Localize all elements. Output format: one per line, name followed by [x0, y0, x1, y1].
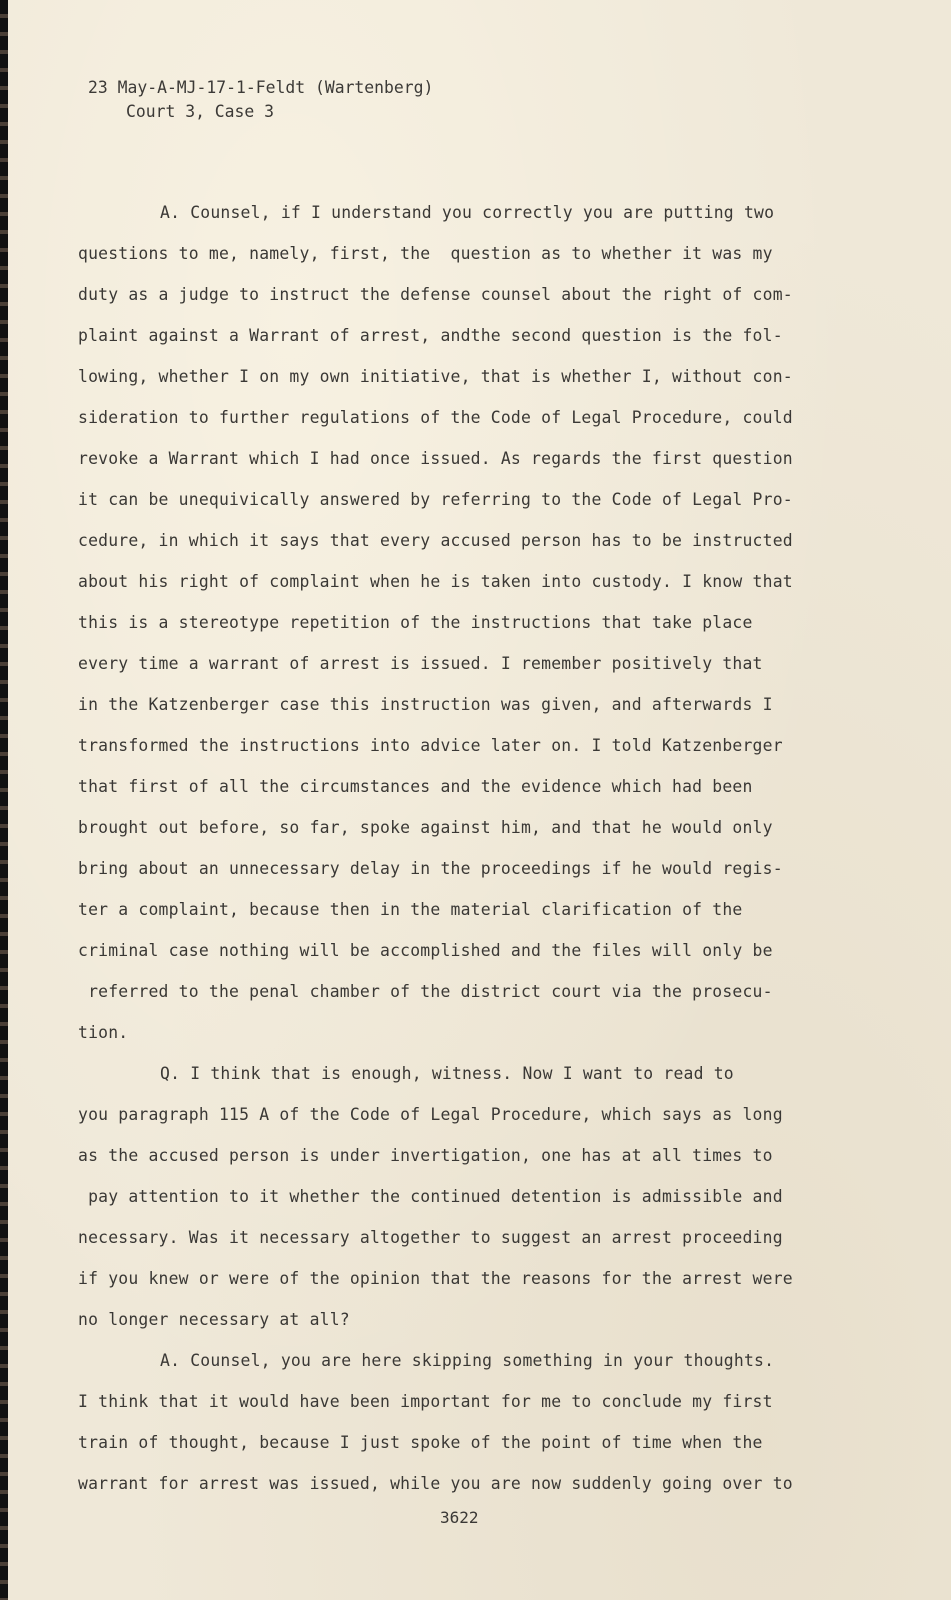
- transcript-line: bring about an unnecessary delay in the proceedings if he would regis-: [78, 859, 783, 878]
- transcript-line: duty as a judge to instruct the defense counsel about the right of com-: [78, 285, 793, 304]
- transcript-line: that first of all the circumstances and the evidence which had been: [78, 777, 753, 796]
- header-court-case: Court 3, Case 3: [126, 102, 275, 121]
- transcript-line: no longer necessary at all?: [78, 1310, 350, 1329]
- transcript-line: brought out before, so far, spoke against him, and that he would only: [78, 818, 773, 837]
- transcript-line: warrant for arrest was issued, while you are now suddenly going over to: [78, 1474, 793, 1493]
- transcript-line: transformed the instructions into advice later on. I told Katzenberger: [78, 736, 783, 755]
- transcript-line: sideration to further regulations of the Code of Legal Procedure, could: [78, 408, 793, 427]
- transcript-line: A. Counsel, if I understand you correctly you are putting two: [160, 203, 775, 222]
- transcript-line: pay attention to it whether the continued detention is admissible and: [78, 1187, 783, 1206]
- document-header: [88, 76, 433, 124]
- transcript-line: necessary. Was it necessary altogether to suggest an arrest proceeding: [78, 1228, 783, 1247]
- transcript-line: referred to the penal chamber of the district court via the prosecu-: [78, 982, 773, 1001]
- binding-edge: [0, 0, 8, 1600]
- transcript-line: you paragraph 115 A of the Code of Legal Procedure, which says as long: [78, 1105, 783, 1124]
- transcript-body: [78, 192, 838, 1504]
- transcript-line: ter a complaint, because then in the material clarification of the: [78, 900, 743, 919]
- transcript-line: in the Katzenberger case this instruction was given, and afterwards I: [78, 695, 773, 714]
- transcript-line: I think that it would have been important for me to conclude my first: [78, 1392, 773, 1411]
- transcript-line: it can be unequivically answered by referring to the Code of Legal Pro-: [78, 490, 793, 509]
- transcript-line: every time a warrant of arrest is issued. I remember positively that: [78, 654, 763, 673]
- transcript-line: about his right of complaint when he is taken into custody. I know that: [78, 572, 793, 591]
- document-page: [8, 0, 951, 1600]
- header-case-reference: 23 May-A-MJ-17-1-Feldt (Wartenberg): [88, 78, 434, 97]
- transcript-line: if you knew or were of the opinion that the reasons for the arrest were: [78, 1269, 793, 1288]
- transcript-line: A. Counsel, you are here skipping something in your thoughts.: [160, 1351, 775, 1370]
- transcript-line: Q. I think that is enough, witness. Now I want to read to: [160, 1064, 734, 1083]
- page-number: 3622: [440, 1508, 479, 1527]
- transcript-line: train of thought, because I just spoke of the point of time when the: [78, 1433, 763, 1452]
- transcript-line: lowing, whether I on my own initiative, that is whether I, without con-: [78, 367, 793, 386]
- transcript-line: tion.: [78, 1023, 129, 1042]
- transcript-line: cedure, in which it says that every accused person has to be instructed: [78, 531, 793, 550]
- transcript-line: as the accused person is under invertigation, one has at all times to: [78, 1146, 773, 1165]
- transcript-line: questions to me, namely, first, the question as to whether it was my: [78, 244, 773, 263]
- transcript-line: criminal case nothing will be accomplished and the files will only be: [78, 941, 773, 960]
- transcript-line: plaint against a Warrant of arrest, andthe second question is the fol-: [78, 326, 783, 345]
- transcript-line: this is a stereotype repetition of the instructions that take place: [78, 613, 753, 632]
- transcript-line: revoke a Warrant which I had once issued. As regards the first question: [78, 449, 793, 468]
